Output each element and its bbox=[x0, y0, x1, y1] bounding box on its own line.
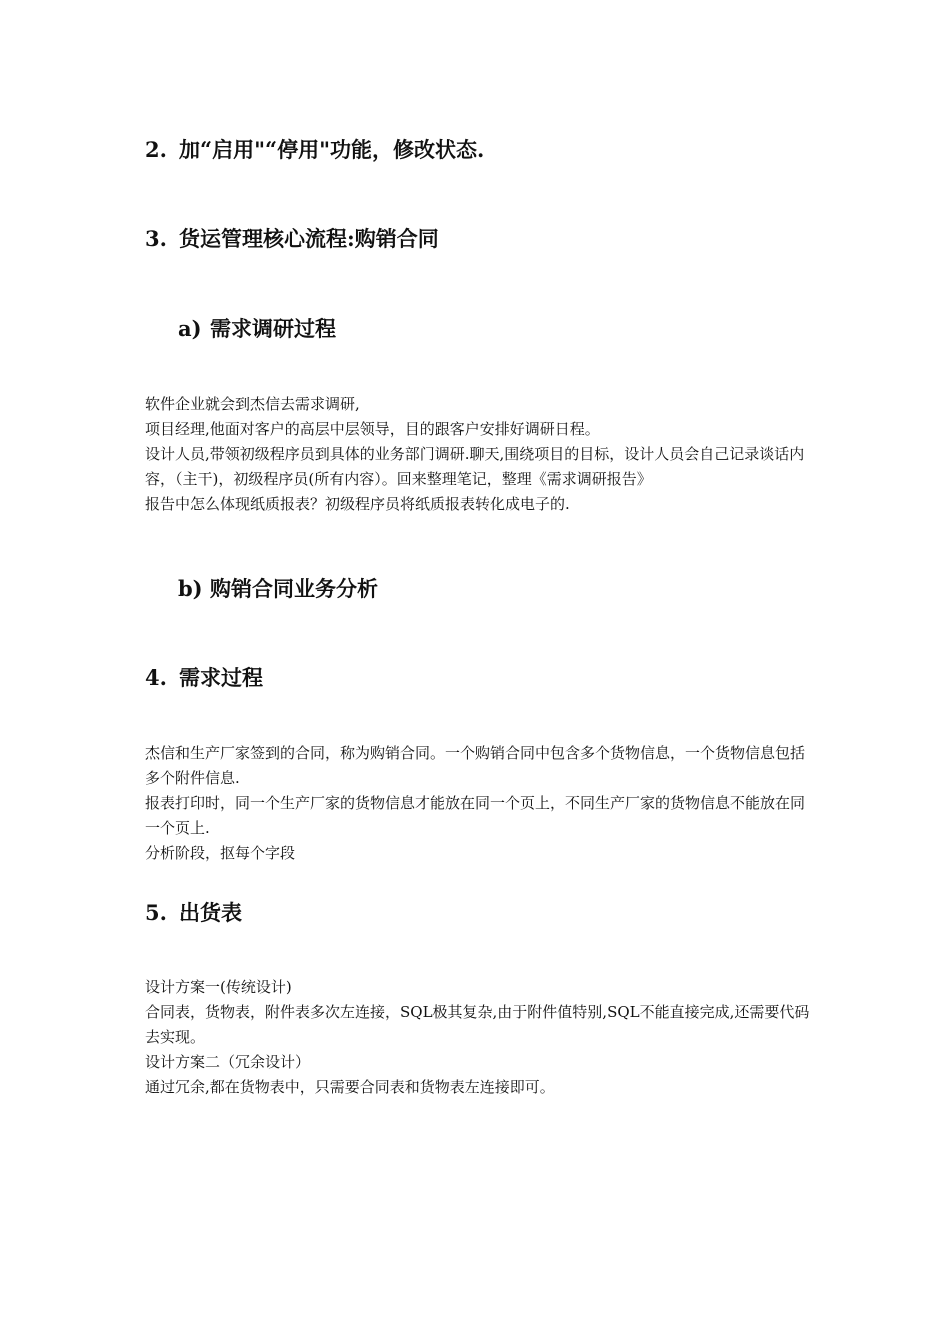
paragraph: 软件企业就会到杰信去需求调研, bbox=[145, 395, 360, 413]
heading-number: 2. bbox=[145, 137, 167, 162]
heading-number: 4. bbox=[145, 665, 167, 690]
paragraph: 报表打印时，同一个生产厂家的货物信息才能放在同一个页上，不同生产厂家的货物信息不能放在同一个页上. bbox=[145, 794, 806, 837]
heading-number: 5. bbox=[145, 900, 167, 925]
heading-section-5 bbox=[145, 899, 242, 927]
heading-title: 需求调研过程 bbox=[210, 316, 336, 341]
heading-title: 加“启用"“停用"功能，修改状态. bbox=[179, 137, 485, 162]
heading-section-3a bbox=[178, 315, 336, 343]
paragraph: 设计方案一(传统设计) bbox=[145, 978, 292, 996]
heading-number: a) bbox=[178, 316, 202, 341]
section-3a-body bbox=[145, 392, 810, 517]
heading-title: 货运管理核心流程:购销合同 bbox=[179, 226, 439, 251]
paragraph: 设计人员,带领初级程序员到具体的业务部门调研.聊天,围绕项目的目标，设计人员会自己记录谈话内容，（主干)，初级程序员(所有内容）。回来整理笔记，整理《需求调研报告》 bbox=[145, 445, 805, 488]
heading-section-3b bbox=[178, 575, 378, 603]
paragraph: 合同表，货物表，附件表多次左连接，SQL极其复杂,由于附件值特别,SQL不能直接完成,还需要代码去实现。 bbox=[145, 1003, 810, 1046]
paragraph: 分析阶段，抠每个字段 bbox=[145, 844, 296, 862]
heading-section-2 bbox=[145, 136, 484, 164]
section-5-body bbox=[145, 975, 810, 1100]
heading-number: b) bbox=[178, 576, 203, 601]
heading-number: 3. bbox=[145, 226, 167, 251]
heading-title: 购销合同业务分析 bbox=[210, 576, 378, 601]
paragraph: 项目经理,他面对客户的高层中层领导，目的跟客户安排好调研日程。 bbox=[145, 420, 600, 438]
paragraph: 报告中怎么体现纸质报表？初级程序员将纸质报表转化成电子的. bbox=[145, 495, 570, 513]
paragraph: 设计方案二（冗余设计） bbox=[145, 1053, 311, 1071]
section-4-body bbox=[145, 741, 810, 866]
paragraph: 杰信和生产厂家签到的合同，称为购销合同。一个购销合同中包含多个货物信息，一个货物信息包括多个附件信息. bbox=[145, 744, 806, 787]
paragraph: 通过冗余,都在货物表中，只需要合同表和货物表左连接即可。 bbox=[145, 1078, 555, 1096]
heading-title: 出货表 bbox=[179, 900, 242, 925]
heading-title: 需求过程 bbox=[179, 665, 263, 690]
heading-section-3 bbox=[145, 225, 439, 253]
heading-section-4 bbox=[145, 664, 263, 692]
